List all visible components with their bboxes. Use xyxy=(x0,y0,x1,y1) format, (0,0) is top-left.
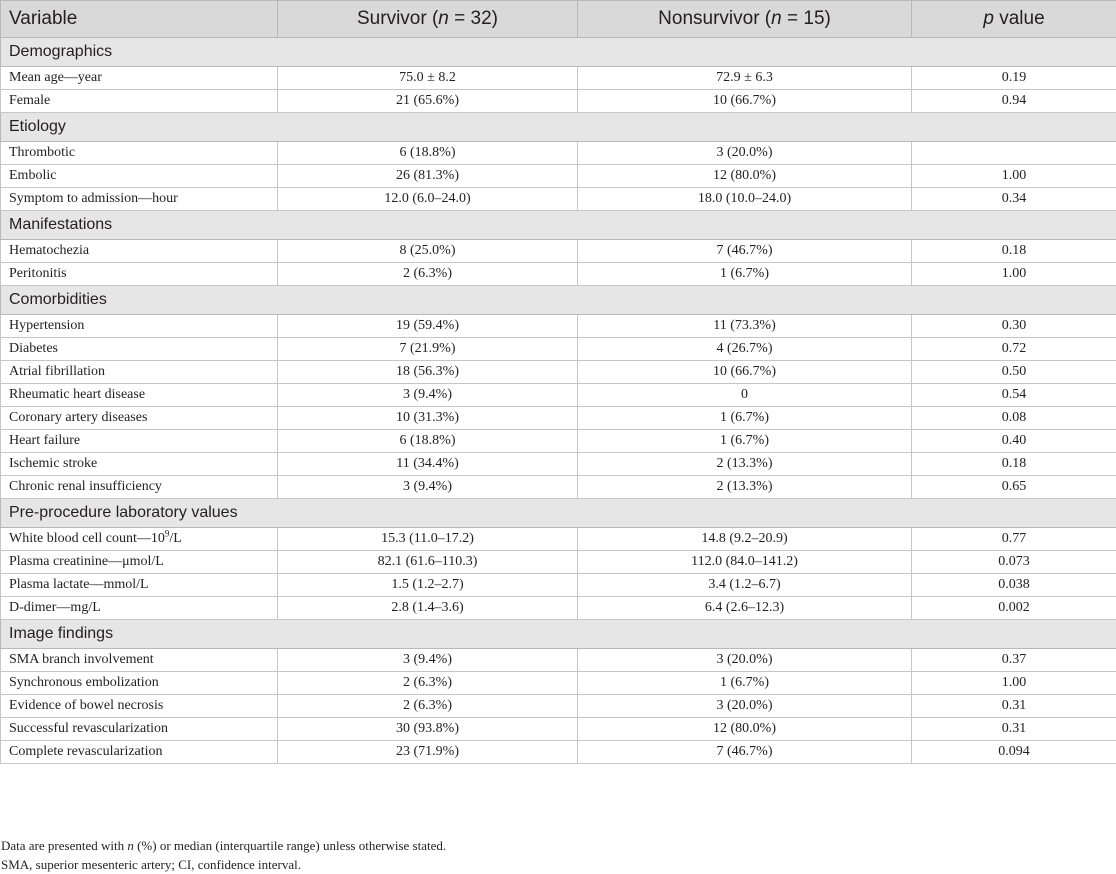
cell-p-value: 0.094 xyxy=(912,741,1116,764)
cell-p-value: 0.30 xyxy=(912,315,1116,338)
cell-variable: Ischemic stroke xyxy=(1,453,278,476)
header-p-value xyxy=(912,1,1116,38)
cell-nonsurvivor: 6.4 (2.6–12.3) xyxy=(578,597,912,620)
cell-survivor: 12.0 (6.0–24.0) xyxy=(278,188,578,211)
cell-nonsurvivor: 3.4 (1.2–6.7) xyxy=(578,574,912,597)
cell-p-value: 0.34 xyxy=(912,188,1116,211)
table-row xyxy=(1,453,1116,476)
section-header-row xyxy=(1,499,1116,528)
cell-variable: Atrial fibrillation xyxy=(1,361,278,384)
cell-variable: Plasma lactate—mmol/L xyxy=(1,574,278,597)
section-title: Image findings xyxy=(1,620,1116,649)
cell-p-value: 0.18 xyxy=(912,453,1116,476)
cell-nonsurvivor: 18.0 (10.0–24.0) xyxy=(578,188,912,211)
header-survivor-n: n xyxy=(438,8,449,29)
table-row xyxy=(1,741,1116,764)
cell-p-value: 0.37 xyxy=(912,649,1116,672)
table-row xyxy=(1,718,1116,741)
table-body xyxy=(1,38,1116,764)
cell-nonsurvivor: 10 (66.7%) xyxy=(578,90,912,113)
cell-survivor: 19 (59.4%) xyxy=(278,315,578,338)
table-row xyxy=(1,240,1116,263)
cell-p-value: 0.073 xyxy=(912,551,1116,574)
cell-p-value: 0.31 xyxy=(912,718,1116,741)
cell-survivor: 11 (34.4%) xyxy=(278,453,578,476)
cell-survivor: 18 (56.3%) xyxy=(278,361,578,384)
cell-survivor: 3 (9.4%) xyxy=(278,476,578,499)
cell-variable: Plasma creatinine—μmol/L xyxy=(1,551,278,574)
table-row xyxy=(1,142,1116,165)
cell-survivor: 8 (25.0%) xyxy=(278,240,578,263)
cell-nonsurvivor: 0 xyxy=(578,384,912,407)
cell-nonsurvivor: 1 (6.7%) xyxy=(578,430,912,453)
cell-variable: SMA branch involvement xyxy=(1,649,278,672)
cell-variable: Thrombotic xyxy=(1,142,278,165)
cell-variable: D-dimer—mg/L xyxy=(1,597,278,620)
cell-variable: Successful revascularization xyxy=(1,718,278,741)
table-row xyxy=(1,407,1116,430)
table-row xyxy=(1,430,1116,453)
table-row xyxy=(1,695,1116,718)
section-title: Demographics xyxy=(1,38,1116,67)
cell-nonsurvivor: 1 (6.7%) xyxy=(578,263,912,286)
cell-survivor: 6 (18.8%) xyxy=(278,430,578,453)
cell-survivor: 82.1 (61.6–110.3) xyxy=(278,551,578,574)
cell-variable: Hypertension xyxy=(1,315,278,338)
header-row xyxy=(1,1,1116,38)
cell-nonsurvivor: 1 (6.7%) xyxy=(578,407,912,430)
section-header-row xyxy=(1,211,1116,240)
cell-variable: Mean age—year xyxy=(1,67,278,90)
cell-survivor: 26 (81.3%) xyxy=(278,165,578,188)
cell-variable xyxy=(1,528,278,551)
cell-nonsurvivor: 11 (73.3%) xyxy=(578,315,912,338)
cell-nonsurvivor: 3 (20.0%) xyxy=(578,695,912,718)
section-title: Etiology xyxy=(1,113,1116,142)
cell-nonsurvivor: 72.9 ± 6.3 xyxy=(578,67,912,90)
cell-variable: Evidence of bowel necrosis xyxy=(1,695,278,718)
cell-nonsurvivor: 12 (80.0%) xyxy=(578,165,912,188)
header-nonsurvivor-n: n xyxy=(771,8,782,29)
cell-nonsurvivor: 112.0 (84.0–141.2) xyxy=(578,551,912,574)
section-title: Pre-procedure laboratory values xyxy=(1,499,1116,528)
cell-survivor: 21 (65.6%) xyxy=(278,90,578,113)
section-title: Manifestations xyxy=(1,211,1116,240)
cell-p-value: 0.002 xyxy=(912,597,1116,620)
footnote-line1-prefix: Data are presented with xyxy=(1,838,128,853)
footnote-line1-suffix: (%) or median (interquartile range) unless otherwise stated. xyxy=(133,838,447,853)
cell-p-value: 0.54 xyxy=(912,384,1116,407)
cell-p-value: 0.08 xyxy=(912,407,1116,430)
cell-p-value: 0.94 xyxy=(912,90,1116,113)
cell-nonsurvivor: 7 (46.7%) xyxy=(578,240,912,263)
table-row xyxy=(1,315,1116,338)
cell-p-value: 0.038 xyxy=(912,574,1116,597)
cell-p-value: 0.65 xyxy=(912,476,1116,499)
cell-survivor: 7 (21.9%) xyxy=(278,338,578,361)
cell-p-value: 1.00 xyxy=(912,263,1116,286)
cell-survivor: 2 (6.3%) xyxy=(278,695,578,718)
cell-p-value: 0.40 xyxy=(912,430,1116,453)
cell-variable: Synchronous embolization xyxy=(1,672,278,695)
footnote-line1-n: n xyxy=(127,838,134,853)
header-nonsurvivor-suffix: = 15) xyxy=(781,8,831,29)
cell-variable: Hematochezia xyxy=(1,240,278,263)
cell-nonsurvivor: 2 (13.3%) xyxy=(578,453,912,476)
header-p-suffix: value xyxy=(993,8,1045,29)
cell-variable: Heart failure xyxy=(1,430,278,453)
cell-survivor: 3 (9.4%) xyxy=(278,649,578,672)
cell-nonsurvivor: 2 (13.3%) xyxy=(578,476,912,499)
cell-nonsurvivor: 3 (20.0%) xyxy=(578,142,912,165)
cell-survivor: 2 (6.3%) xyxy=(278,263,578,286)
section-header-row xyxy=(1,286,1116,315)
table-row xyxy=(1,165,1116,188)
cell-survivor: 6 (18.8%) xyxy=(278,142,578,165)
cell-variable: Peritonitis xyxy=(1,263,278,286)
cell-variable: Rheumatic heart disease xyxy=(1,384,278,407)
cell-survivor: 2 (6.3%) xyxy=(278,672,578,695)
header-variable: Variable xyxy=(1,1,278,38)
cell-variable: Female xyxy=(1,90,278,113)
cell-nonsurvivor: 10 (66.7%) xyxy=(578,361,912,384)
cell-nonsurvivor: 4 (26.7%) xyxy=(578,338,912,361)
cell-p-value xyxy=(912,142,1116,165)
table-row xyxy=(1,188,1116,211)
header-survivor xyxy=(278,1,578,38)
cell-p-value: 0.18 xyxy=(912,240,1116,263)
cell-p-value: 1.00 xyxy=(912,165,1116,188)
table-row xyxy=(1,672,1116,695)
cell-p-value: 0.77 xyxy=(912,528,1116,551)
table-row xyxy=(1,67,1116,90)
cell-variable: Diabetes xyxy=(1,338,278,361)
cell-p-value: 0.31 xyxy=(912,695,1116,718)
cell-variable-superscript: 9 xyxy=(164,528,170,539)
section-title: Comorbidities xyxy=(1,286,1116,315)
cell-variable: Symptom to admission—hour xyxy=(1,188,278,211)
cell-p-value: 0.72 xyxy=(912,338,1116,361)
cell-survivor: 23 (71.9%) xyxy=(278,741,578,764)
cell-variable: Complete revascularization xyxy=(1,741,278,764)
cell-nonsurvivor: 7 (46.7%) xyxy=(578,741,912,764)
cell-survivor: 10 (31.3%) xyxy=(278,407,578,430)
table-row xyxy=(1,338,1116,361)
cell-nonsurvivor: 14.8 (9.2–20.9) xyxy=(578,528,912,551)
table-row xyxy=(1,263,1116,286)
table-row xyxy=(1,476,1116,499)
cell-survivor: 15.3 (11.0–17.2) xyxy=(278,528,578,551)
footnote-abbreviations: SMA, superior mesenteric artery; CI, confidence interval. xyxy=(1,857,301,872)
header-survivor-prefix: Survivor ( xyxy=(357,8,439,29)
footnote-data-presentation xyxy=(1,836,446,855)
cell-survivor: 1.5 (1.2–2.7) xyxy=(278,574,578,597)
cell-p-value: 0.50 xyxy=(912,361,1116,384)
cell-survivor: 75.0 ± 8.2 xyxy=(278,67,578,90)
cell-p-value: 0.19 xyxy=(912,67,1116,90)
header-p-italic: p xyxy=(983,8,994,29)
header-nonsurvivor-prefix: Nonsurvivor ( xyxy=(658,8,772,29)
cell-nonsurvivor: 3 (20.0%) xyxy=(578,649,912,672)
cell-variable: Embolic xyxy=(1,165,278,188)
table-row xyxy=(1,649,1116,672)
section-header-row xyxy=(1,620,1116,649)
cell-nonsurvivor: 1 (6.7%) xyxy=(578,672,912,695)
cell-nonsurvivor: 12 (80.0%) xyxy=(578,718,912,741)
table-row xyxy=(1,384,1116,407)
header-survivor-suffix: = 32) xyxy=(448,8,498,29)
cell-survivor: 30 (93.8%) xyxy=(278,718,578,741)
header-nonsurvivor xyxy=(578,1,912,38)
cell-variable: Chronic renal insufficiency xyxy=(1,476,278,499)
cell-survivor: 2.8 (1.4–3.6) xyxy=(278,597,578,620)
section-header-row xyxy=(1,113,1116,142)
table-row xyxy=(1,90,1116,113)
table-footnotes xyxy=(1,836,446,874)
table-row xyxy=(1,574,1116,597)
table-row xyxy=(1,361,1116,384)
table-row xyxy=(1,597,1116,620)
table-row xyxy=(1,528,1116,551)
cell-variable-text: White blood cell count—10 xyxy=(9,531,165,546)
cell-variable: Coronary artery diseases xyxy=(1,407,278,430)
table-row xyxy=(1,551,1116,574)
section-header-row xyxy=(1,38,1116,67)
cell-p-value: 1.00 xyxy=(912,672,1116,695)
cell-variable-unit: /L xyxy=(169,531,182,546)
cell-survivor: 3 (9.4%) xyxy=(278,384,578,407)
